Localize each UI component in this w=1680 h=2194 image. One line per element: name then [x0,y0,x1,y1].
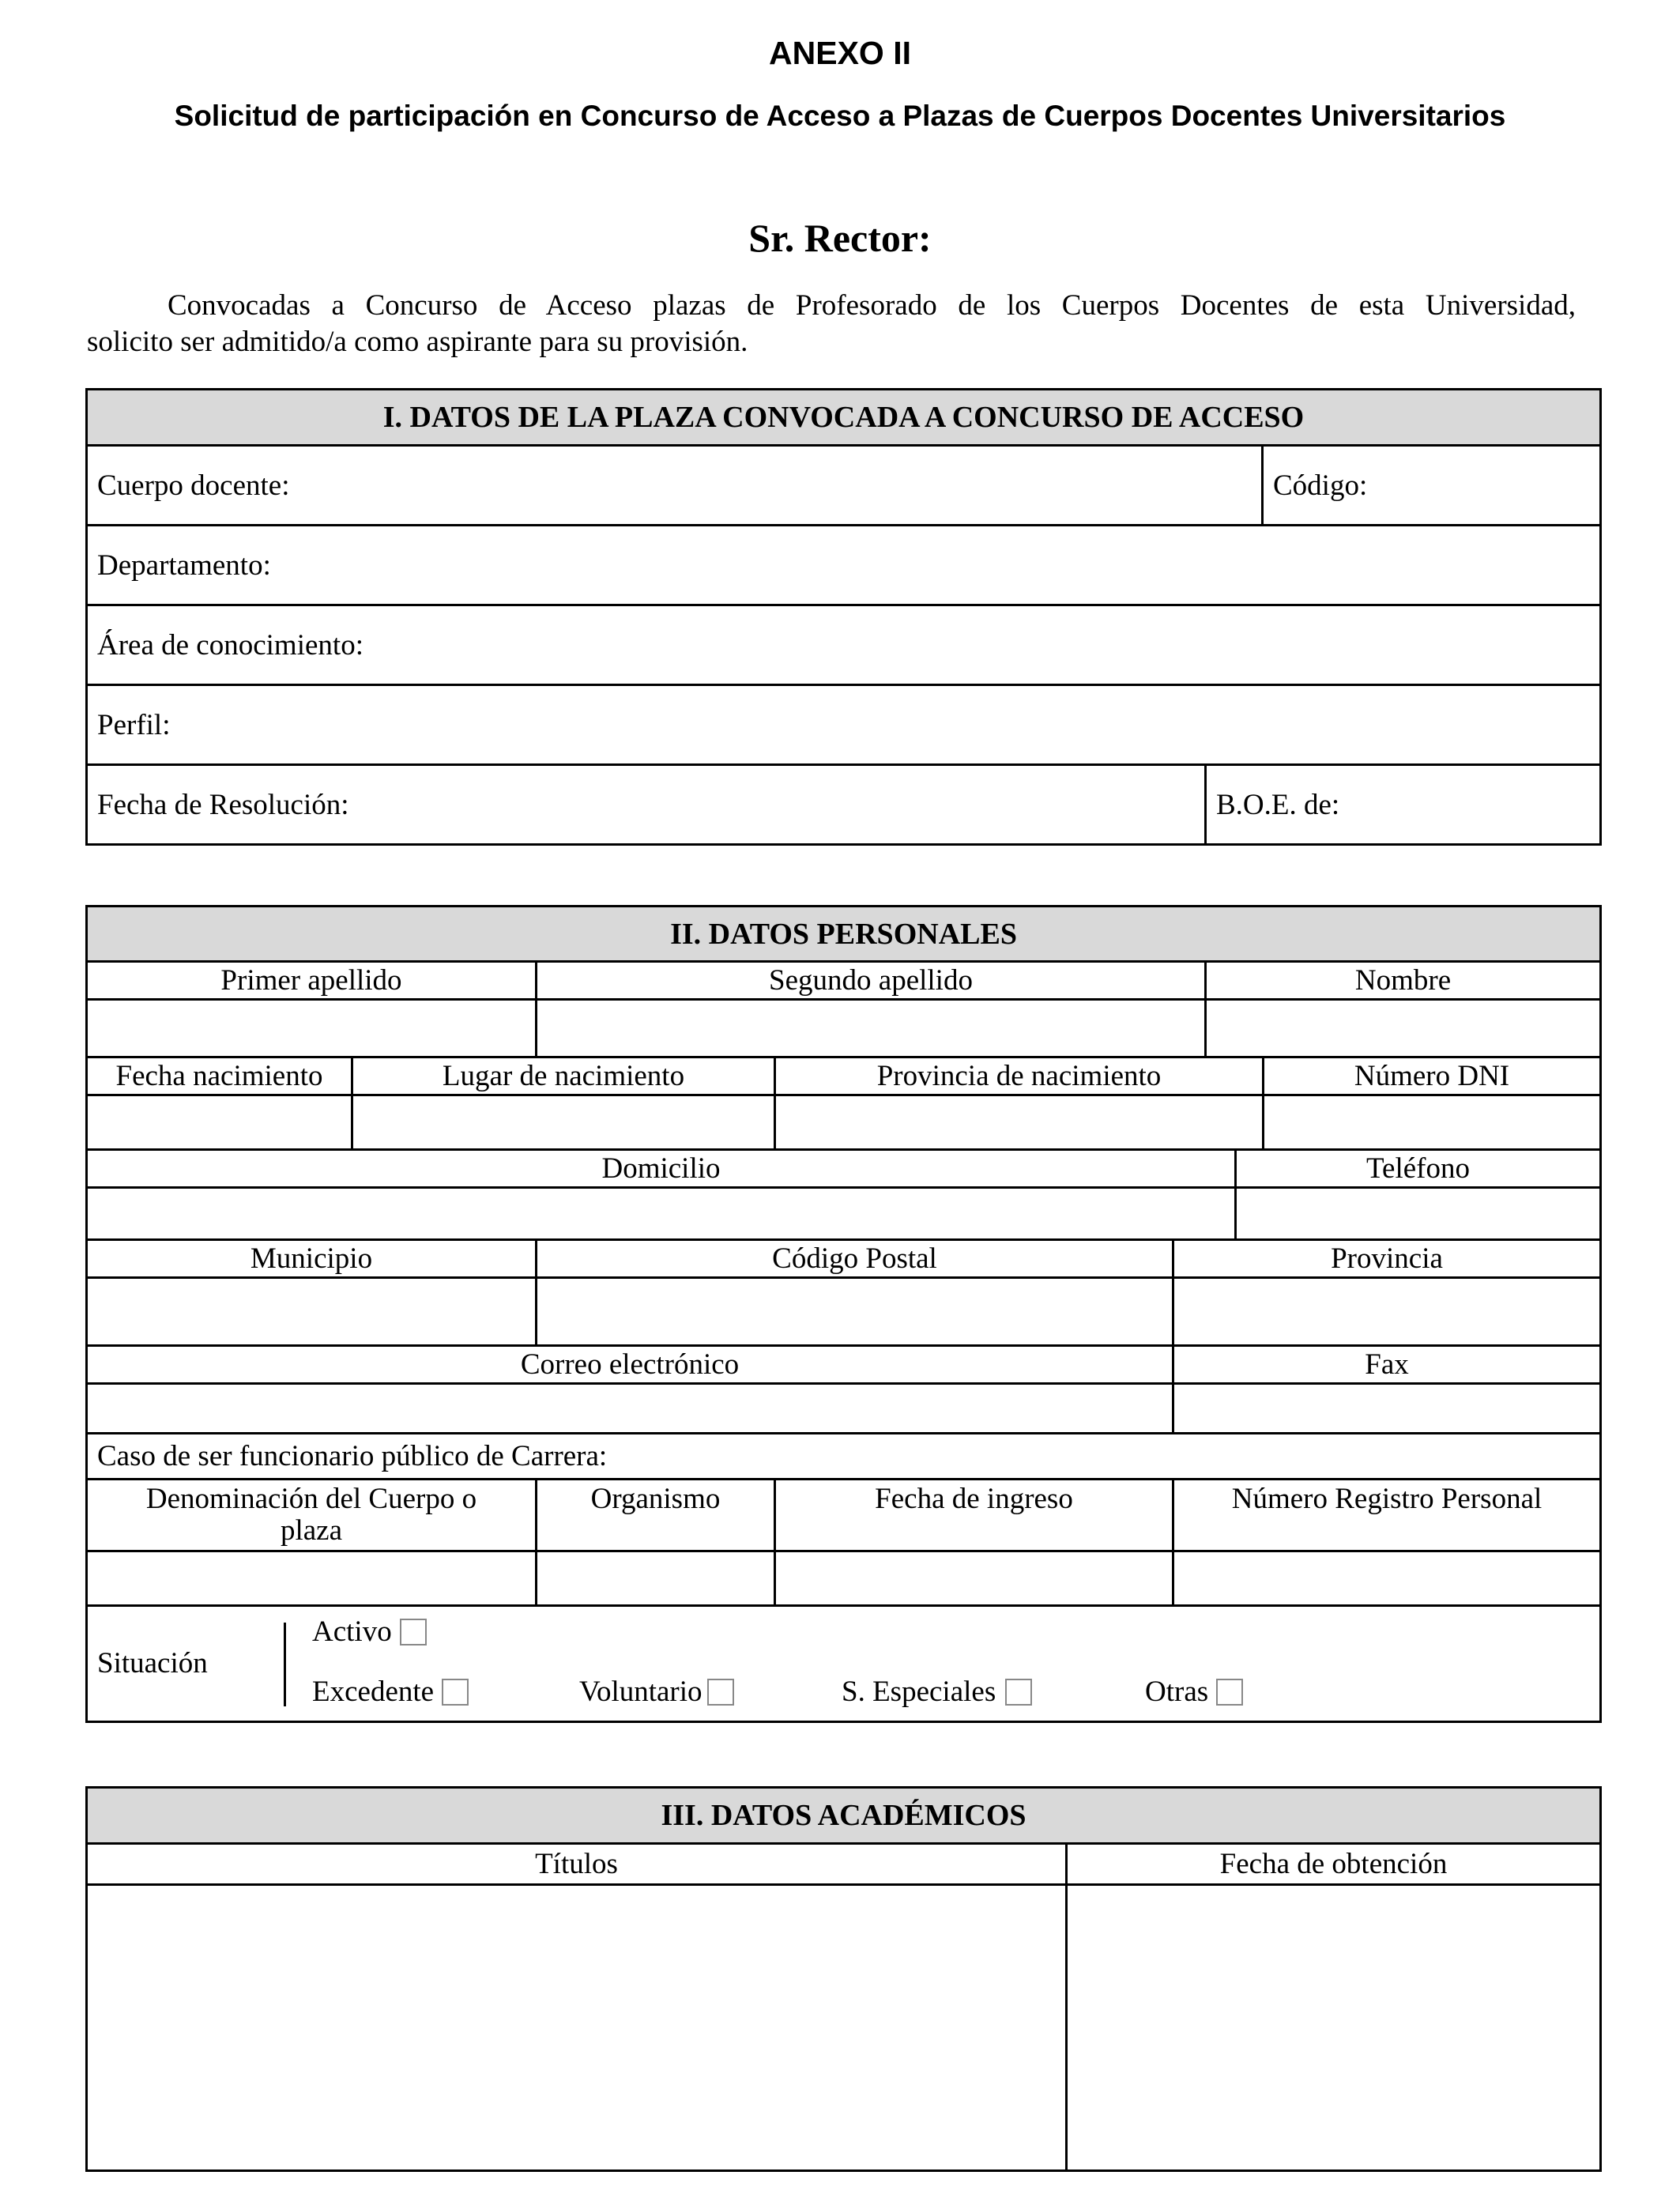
fax-input[interactable] [1173,1384,1601,1434]
otras-option [1145,1675,1243,1709]
correo-header: Correo electrónico [87,1346,1173,1384]
nombre-header: Nombre [1206,962,1601,1000]
provincia-input[interactable] [1173,1278,1601,1346]
area-conocimiento-label: Área de conocimiento: [97,628,363,662]
codigo-postal-header: Código Postal [537,1240,1173,1278]
codigo-postal-input[interactable] [537,1278,1173,1346]
salutation: Sr. Rector: [748,216,932,260]
provincia-nacimiento-header: Provincia de nacimiento [775,1057,1264,1095]
voluntario-checkbox[interactable] [707,1679,734,1706]
section-plaza-title: I. DATOS DE LA PLAZA CONVOCADA A CONCURSO DE ACCESO [87,390,1601,446]
cuerpo-docente-label: Cuerpo docente: [97,469,290,502]
situacion-divider [284,1623,286,1706]
perfil-field[interactable] [87,685,1601,765]
numero-dni-input[interactable] [1264,1095,1601,1150]
activo-checkbox[interactable] [400,1619,427,1646]
provincia-header: Provincia [1173,1240,1601,1278]
codigo-field[interactable] [1263,446,1601,526]
annex-title: ANEXO II [769,35,911,71]
intro-line-1: Convocadas a Concurso de Acceso plazas de Profesorado de los Cuerpos Docentes de esta Universidad, [168,289,1576,322]
fecha-ingreso-input[interactable] [775,1551,1173,1606]
section-personal-title: II. DATOS PERSONALES [87,907,1601,962]
departamento-label: Departamento: [97,548,271,582]
titulos-header: Títulos [87,1844,1067,1885]
section-plaza-table [85,388,1602,846]
situacion-row [87,1606,1601,1722]
fecha-obtencion-header: Fecha de obtención [1067,1844,1601,1885]
correo-input[interactable] [87,1384,1173,1434]
voluntario-label: Voluntario [579,1676,703,1708]
organismo-header: Organismo [537,1480,775,1551]
fecha-nacimiento-header: Fecha nacimiento [87,1057,352,1095]
excedente-checkbox[interactable] [442,1679,469,1706]
form-subtitle: Solicitud de participación en Concurso de Acceso a Plazas de Cuerpos Docentes Universitarios [174,100,1506,132]
nombre-input[interactable] [1206,1000,1601,1057]
especiales-checkbox[interactable] [1005,1679,1032,1706]
especiales-label: S. Especiales [842,1676,996,1708]
section-academic-title: III. DATOS ACADÉMICOS [87,1788,1601,1844]
fax-header: Fax [1173,1346,1601,1384]
domicilio-header: Domicilio [87,1150,1236,1188]
registro-personal-input[interactable] [1173,1551,1601,1606]
denominacion-text: Denominación del Cuerpo o plaza [145,1483,477,1547]
telefono-input[interactable] [1236,1188,1601,1240]
excedente-label: Excedente [312,1676,435,1708]
codigo-label: Código: [1273,469,1368,502]
organismo-input[interactable] [537,1551,775,1606]
municipio-input[interactable] [87,1278,537,1346]
voluntario-option [579,1675,734,1709]
domicilio-input[interactable] [87,1188,1236,1240]
fecha-resolucion-label: Fecha de Resolución: [97,788,349,821]
registro-personal-header: Número Registro Personal [1173,1480,1601,1551]
lugar-nacimiento-input[interactable] [352,1095,775,1150]
activo-label: Activo [312,1615,392,1648]
section-academic-table [85,1786,1602,2172]
denominacion-input[interactable] [87,1551,537,1606]
telefono-header: Teléfono [1236,1150,1601,1188]
primer-apellido-header: Primer apellido [87,962,537,1000]
otras-label: Otras [1145,1676,1209,1708]
fecha-resolucion-field[interactable] [87,765,1206,845]
especiales-option [842,1675,1032,1709]
fecha-ingreso-header: Fecha de ingreso [775,1480,1173,1551]
cuerpo-docente-field[interactable] [87,446,1263,526]
segundo-apellido-header: Segundo apellido [537,962,1206,1000]
primer-apellido-input[interactable] [87,1000,537,1057]
boe-label: B.O.E. de: [1216,788,1340,821]
situacion-label: Situación [97,1647,208,1679]
section-personal-table [85,905,1602,1723]
fecha-obtencion-input[interactable] [1067,1885,1601,2171]
provincia-nacimiento-input[interactable] [775,1095,1264,1150]
titulos-input[interactable] [87,1885,1067,2171]
intro-line-2: solicito ser admitido/a como aspirante para su provisión. [87,326,748,358]
fecha-nacimiento-input[interactable] [87,1095,352,1150]
boe-field[interactable] [1206,765,1601,845]
municipio-header: Municipio [87,1240,537,1278]
denominacion-header [87,1480,537,1551]
otras-checkbox[interactable] [1216,1679,1243,1706]
lugar-nacimiento-header: Lugar de nacimiento [352,1057,775,1095]
departamento-field[interactable] [87,526,1601,605]
activo-option [312,1615,427,1649]
perfil-label: Perfil: [97,708,171,741]
excedente-option [312,1675,469,1709]
funcionario-label: Caso de ser funcionario público de Carrera: [87,1434,1601,1480]
numero-dni-header: Número DNI [1264,1057,1601,1095]
intro-paragraph [87,288,1576,360]
area-conocimiento-field[interactable] [87,605,1601,685]
segundo-apellido-input[interactable] [537,1000,1206,1057]
